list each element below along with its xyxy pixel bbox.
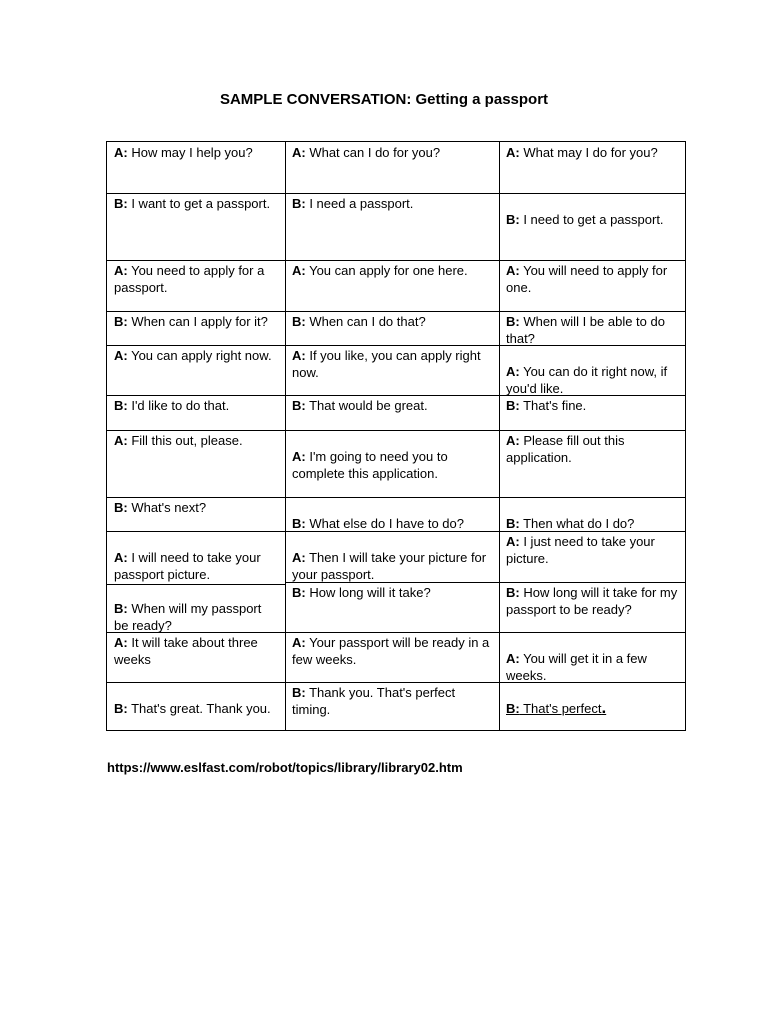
dialogue-cell [107, 600, 285, 634]
speaker-label: B: [114, 601, 128, 616]
speaker-label: B: [506, 212, 520, 227]
speaker-label: B: [292, 196, 306, 211]
speaker-label: A: [292, 449, 306, 464]
dialogue-cell [499, 211, 686, 229]
dialogue-cell [285, 397, 499, 415]
speaker-label: B: [292, 585, 306, 600]
speaker-label: A: [506, 263, 520, 278]
dialogue-text: I need to get a passport. [519, 212, 664, 227]
dialogue-text: I'd like to do that. [127, 398, 230, 413]
dialogue-cell [285, 684, 499, 718]
dialogue-text: You will get it in a few weeks. [506, 651, 647, 683]
row-divider [285, 497, 499, 498]
row-divider [285, 345, 499, 346]
speaker-label: A: [506, 145, 520, 160]
speaker-label: A: [114, 145, 128, 160]
row-divider [499, 430, 686, 431]
row-divider [107, 584, 285, 585]
speaker-label: B: [292, 516, 306, 531]
dialogue-text: That's perfect. [519, 698, 607, 717]
dialogue-text: You can apply for one here. [305, 263, 468, 278]
dialogue-text: When can I do that? [305, 314, 426, 329]
dialogue-cell [285, 515, 499, 533]
source-link[interactable]: https://www.eslfast.com/robot/topics/library/library02.htm [107, 760, 463, 775]
row-divider [285, 311, 499, 312]
dialogue-text: That's fine. [519, 398, 587, 413]
speaker-label: A: [114, 550, 128, 565]
speaker-label: B: [292, 314, 306, 329]
dialogue-text: Fill this out, please. [127, 433, 243, 448]
row-divider [107, 311, 285, 312]
speaker-label: A: [292, 263, 306, 278]
speaker-label: B: [114, 314, 128, 329]
dialogue-cell [107, 700, 285, 718]
dialogue-cell [285, 448, 499, 482]
dialogue-text: What can I do for you? [305, 145, 441, 160]
speaker-label: B: [114, 196, 128, 211]
speaker-label: B: [506, 701, 520, 716]
row-divider [285, 682, 499, 683]
dialogue-cell [499, 700, 686, 718]
dialogue-cell [499, 432, 686, 466]
speaker-label: B: [114, 500, 128, 515]
row-divider [107, 193, 285, 194]
row-divider [107, 345, 285, 346]
speaker-label: B: [292, 398, 306, 413]
dialogue-cell [499, 533, 686, 567]
speaker-label: A: [292, 145, 306, 160]
speaker-label: A: [114, 433, 128, 448]
row-divider [107, 395, 285, 396]
speaker-label: A: [506, 534, 520, 549]
row-divider [285, 430, 499, 431]
dialogue-text: What else do I have to do? [305, 516, 464, 531]
dialogue-text: You need to apply for a passport. [114, 263, 265, 295]
row-divider [499, 311, 686, 312]
speaker-label: A: [114, 263, 128, 278]
dialogue-text: When can I apply for it? [127, 314, 268, 329]
dialogue-cell [107, 634, 285, 668]
dialogue-text: I just need to take your picture. [506, 534, 655, 566]
dialogue-text: Thank you. That's perfect timing. [292, 685, 456, 717]
dialogue-text: It will take about three weeks [114, 635, 258, 667]
dialogue-cell [107, 313, 285, 331]
dialogue-cell [107, 262, 285, 296]
row-divider [107, 260, 285, 261]
dialogue-text: How long will it take for my passport to be ready? [506, 585, 678, 617]
dialogue-text: Your passport will be ready in a few weeks. [292, 635, 490, 667]
dialogue-text: If you like, you can apply right now. [292, 348, 481, 380]
row-divider [107, 531, 285, 532]
row-divider [107, 682, 285, 683]
speaker-label: B: [506, 314, 520, 329]
speaker-label: B: [506, 398, 520, 413]
dialogue-text: That's great. Thank you. [127, 701, 271, 716]
dialogue-text: What's next? [127, 500, 207, 515]
dialogue-cell [107, 499, 285, 517]
dialogue-cell [499, 144, 686, 162]
speaker-label: B: [506, 585, 520, 600]
speaker-label: A: [114, 635, 128, 650]
row-divider [107, 497, 285, 498]
dialogue-text: I want to get a passport. [127, 196, 271, 211]
dialogue-cell [285, 549, 499, 583]
speaker-label: A: [506, 651, 520, 666]
speaker-label: A: [292, 550, 306, 565]
dialogue-cell [499, 397, 686, 415]
row-divider [499, 632, 686, 633]
speaker-label: B: [506, 516, 520, 531]
dialogue-text: I need a passport. [305, 196, 414, 211]
row-divider [107, 430, 285, 431]
dialogue-text: Please fill out this application. [506, 433, 625, 465]
dialogue-cell [285, 195, 499, 213]
dialogue-cell [499, 363, 686, 397]
dialogue-cell [499, 313, 686, 347]
dialogue-text: Then what do I do? [519, 516, 635, 531]
dialogue-text: What may I do for you? [519, 145, 658, 160]
speaker-label: A: [292, 348, 306, 363]
dialogue-cell [285, 584, 499, 602]
speaker-label: B: [114, 398, 128, 413]
speaker-label: A: [506, 364, 520, 379]
dialogue-text: Then I will take your picture for your passport. [292, 550, 487, 582]
dialogue-text: That would be great. [305, 398, 428, 413]
speaker-label: B: [114, 701, 128, 716]
dialogue-cell [107, 432, 285, 450]
dialogue-cell [499, 262, 686, 296]
row-divider [285, 193, 499, 194]
row-divider [499, 260, 686, 261]
row-divider [285, 395, 499, 396]
row-divider [285, 632, 499, 633]
row-divider [499, 497, 686, 498]
dialogue-cell [285, 313, 499, 331]
dialogue-text: I will need to take your passport picture. [114, 550, 261, 582]
dialogue-cell [285, 634, 499, 668]
speaker-label: A: [114, 348, 128, 363]
dialogue-text: How long will it take? [305, 585, 431, 600]
conversation-table [106, 141, 686, 731]
dialogue-cell [107, 549, 285, 583]
row-divider [285, 260, 499, 261]
dialogue-cell [499, 650, 686, 684]
dialogue-cell [499, 584, 686, 618]
dialogue-cell [107, 397, 285, 415]
dialogue-cell [285, 347, 499, 381]
dialogue-cell [285, 262, 499, 280]
dialogue-text: How may I help you? [127, 145, 253, 160]
row-divider [499, 193, 686, 194]
dialogue-cell [107, 144, 285, 162]
dialogue-text: When will my passport be ready? [114, 601, 262, 633]
dialogue-cell [285, 144, 499, 162]
speaker-label: A: [506, 433, 520, 448]
speaker-label: B: [292, 685, 306, 700]
speaker-label: A: [292, 635, 306, 650]
dialogue-text: You will need to apply for one. [506, 263, 668, 295]
dialogue-cell [107, 195, 285, 213]
dialogue-text: When will I be able to do that? [506, 314, 665, 346]
dialogue-text: I'm going to need you to complete this application. [292, 449, 448, 481]
dialogue-text: You can apply right now. [127, 348, 272, 363]
row-divider [499, 582, 686, 583]
dialogue-text: You can do it right now, if you'd like. [506, 364, 668, 396]
page-title: SAMPLE CONVERSATION: Getting a passport [219, 91, 549, 108]
dialogue-cell [107, 347, 285, 365]
dialogue-cell [499, 515, 686, 533]
